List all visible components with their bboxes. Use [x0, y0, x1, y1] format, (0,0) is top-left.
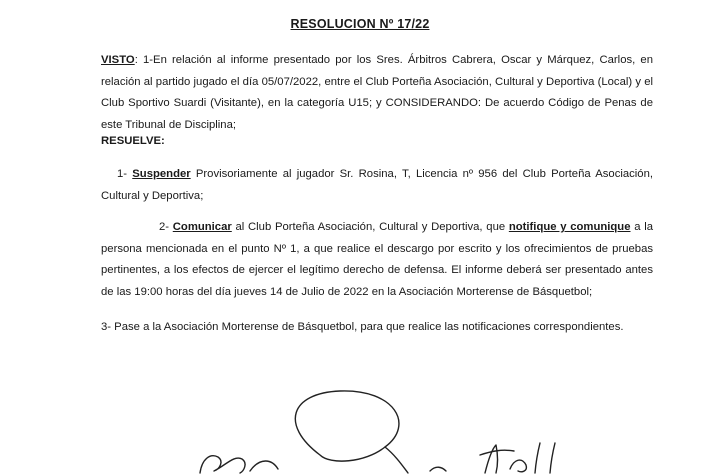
- visto-text: : 1-En relación al informe presentado por los Sres. Árbitros Cabrera, Oscar y Márquez, Carlos, en relación al partido jugado el día 05/07/2022, entre el Club Porteña Asociación, Cultural y Deportiva (Local) y el Club Sportivo Suardi (Visitante), en la categoría U15; y CONSIDERANDO: De acuerdo Código de Penas de este Tribunal de Disciplina;: [101, 54, 653, 131]
- item-2-text-b: a la persona mencionada en el punto Nº 1, a que realice el descargo por escrito y los ofrecimientos de pruebas pertinentes, a los efectos de ejercer el legítimo derecho de defensa. El informe deberá ser presentado antes de las 19:00 horas del día jueves 14 de Julio de 2022 en la Asociación Morterense de Básquetbol;: [101, 221, 654, 298]
- visto-paragraph: [101, 50, 653, 136]
- item-2-number: 2-: [159, 221, 173, 233]
- item-2-paragraph: [101, 217, 653, 303]
- item-2-text-a: al Club Porteña Asociación, Cultural y Deportiva, que: [231, 221, 509, 233]
- item-1-paragraph: [101, 164, 653, 207]
- item-1-verb: Suspender: [132, 168, 191, 180]
- item-1-number: 1-: [117, 168, 133, 180]
- handwritten-signature: [180, 385, 600, 475]
- item-3-paragraph: 3- Pase a la Asociación Morterense de Básquetbol, para que realice las notificaciones correspondientes.: [101, 321, 624, 333]
- resolution-title: RESOLUCION Nº 17/22: [290, 17, 430, 31]
- item-2-verb: Comunicar: [172, 221, 232, 233]
- visto-label: VISTO: [101, 54, 135, 66]
- item-1-text: Provisoriamente al jugador Sr. Rosina, T, Licencia nº 956 del Club Porteña Asociación, Cultural y Deportiva;: [101, 168, 653, 202]
- item-2-verb2: notifique y comunique: [508, 221, 631, 233]
- resuelve-heading: RESUELVE:: [101, 135, 165, 147]
